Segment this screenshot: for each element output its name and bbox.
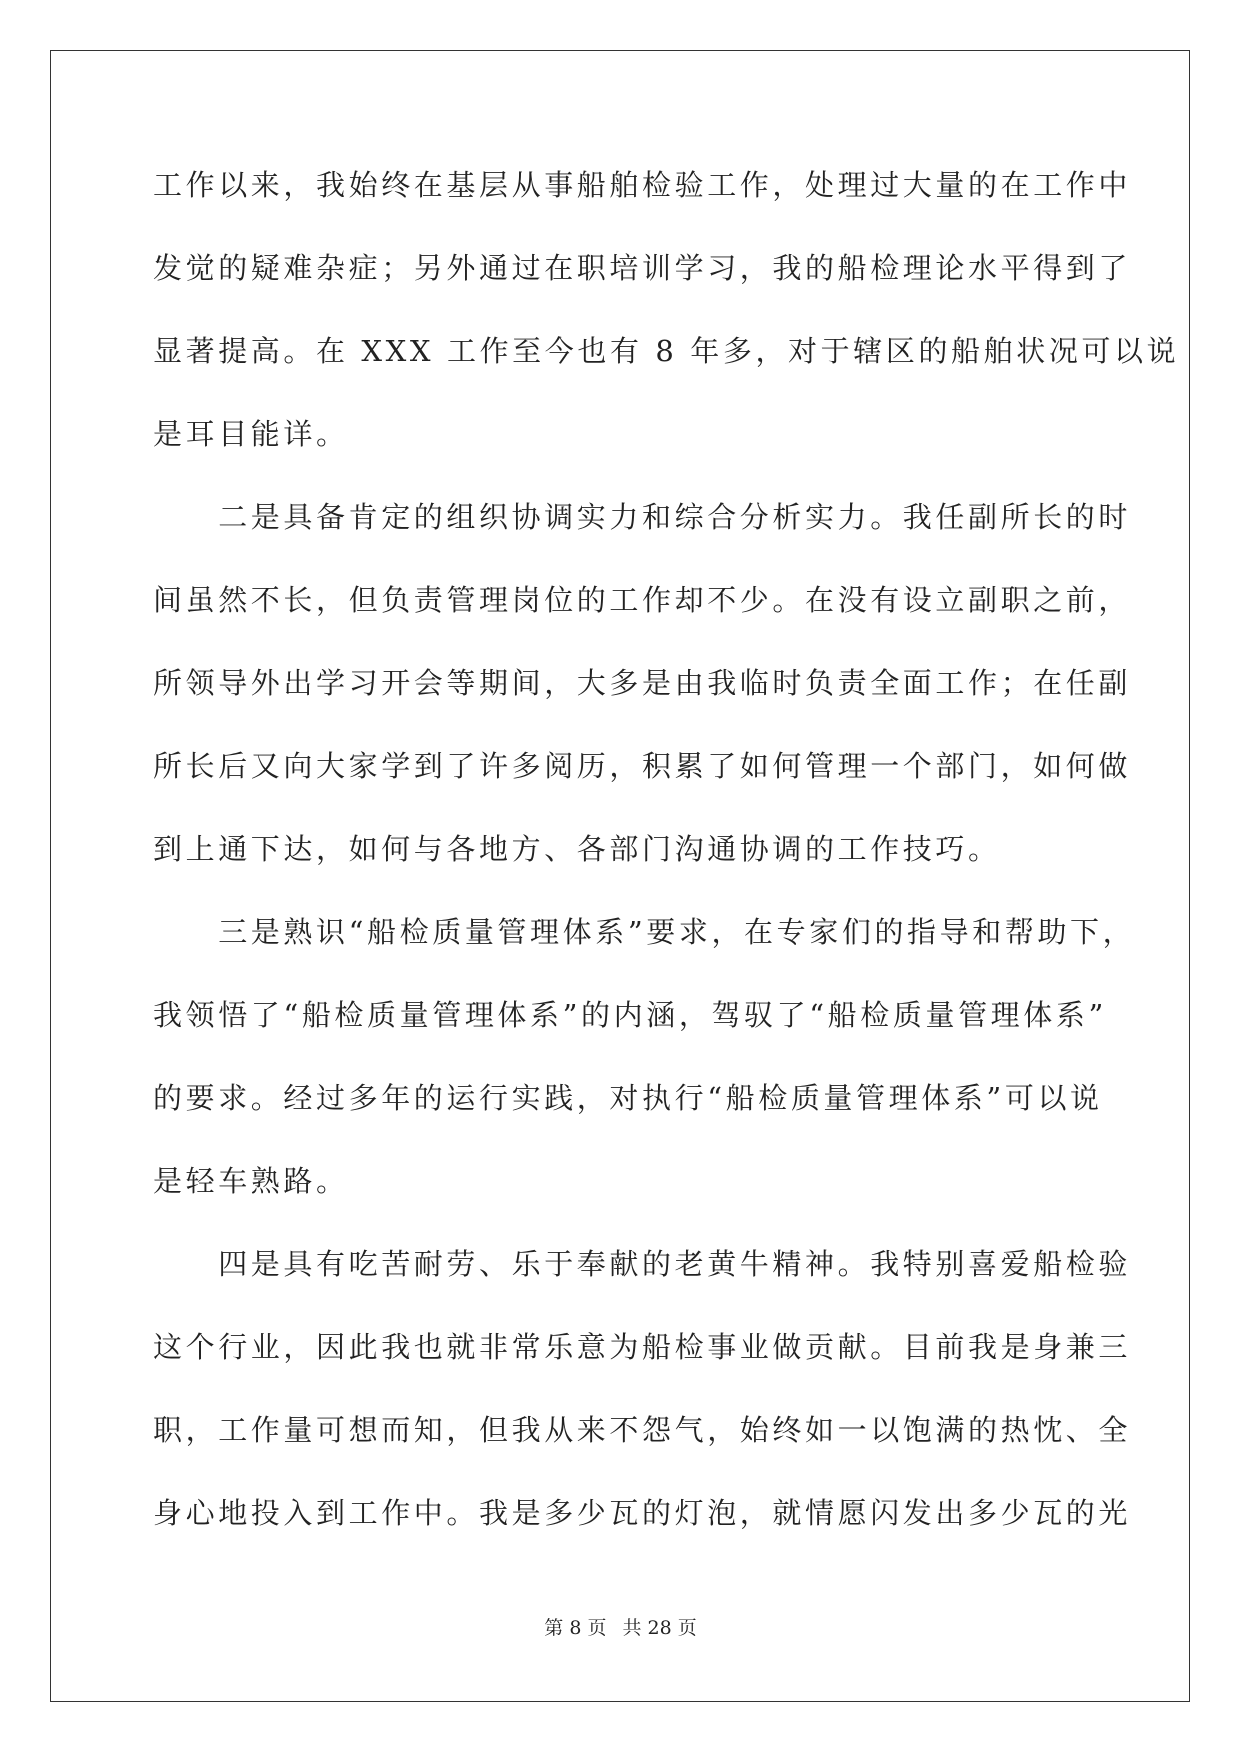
text-line: 显著提高。在 XXX 工作至今也有 8 年多，对于辖区的船舶状况可以说: [153, 334, 1180, 368]
text-line: 发觉的疑难杂症；另外通过在职培训学习，我的船检理论水平得到了: [153, 251, 1132, 285]
text-line: 所领导外出学习开会等期间，大多是由我临时负责全面工作；在任副: [153, 666, 1132, 700]
page-number: 第 8 页: [544, 1617, 607, 1639]
text-line: 二是具备肯定的组织协调实力和综合分析实力。我任副所长的时: [153, 500, 1132, 534]
text-line: 三是熟识“船检质量管理体系”要求，在专家们的指导和帮助下，: [153, 915, 1136, 949]
text-line: 的要求。经过多年的运行实践，对执行“船检质量管理体系”可以说: [153, 1081, 1103, 1115]
total-pages: 共 28 页: [622, 1617, 697, 1639]
text-line: 四是具有吃苦耐劳、乐于奉献的老黄牛精神。我特别喜爱船检验: [153, 1247, 1132, 1281]
text-line: 是轻车熟路。: [153, 1164, 349, 1198]
document-body: [153, 160, 1180, 1571]
page-footer: [0, 1613, 1241, 1640]
text-line: 职，工作量可想而知，但我从来不怨气，始终如一以饱满的热忱、全: [153, 1413, 1132, 1447]
text-line: 工作以来，我始终在基层从事船舶检验工作，处理过大量的在工作中: [153, 168, 1132, 202]
text-line: 这个行业，因此我也就非常乐意为船检事业做贡献。目前我是身兼三: [153, 1330, 1132, 1364]
text-line: 所长后又向大家学到了许多阅历，积累了如何管理一个部门，如何做: [153, 749, 1132, 783]
text-line: 我领悟了“船检质量管理体系”的内涵，驾驭了“船检质量管理体系”: [153, 998, 1107, 1032]
text-line: 身心地投入到工作中。我是多少瓦的灯泡，就情愿闪发出多少瓦的光: [153, 1496, 1132, 1530]
text-line: 间虽然不长，但负责管理岗位的工作却不少。在没有设立副职之前，: [153, 583, 1132, 617]
text-line: 到上通下达，如何与各地方、各部门沟通协调的工作技巧。: [153, 832, 1001, 866]
text-line: 是耳目能详。: [153, 417, 349, 451]
